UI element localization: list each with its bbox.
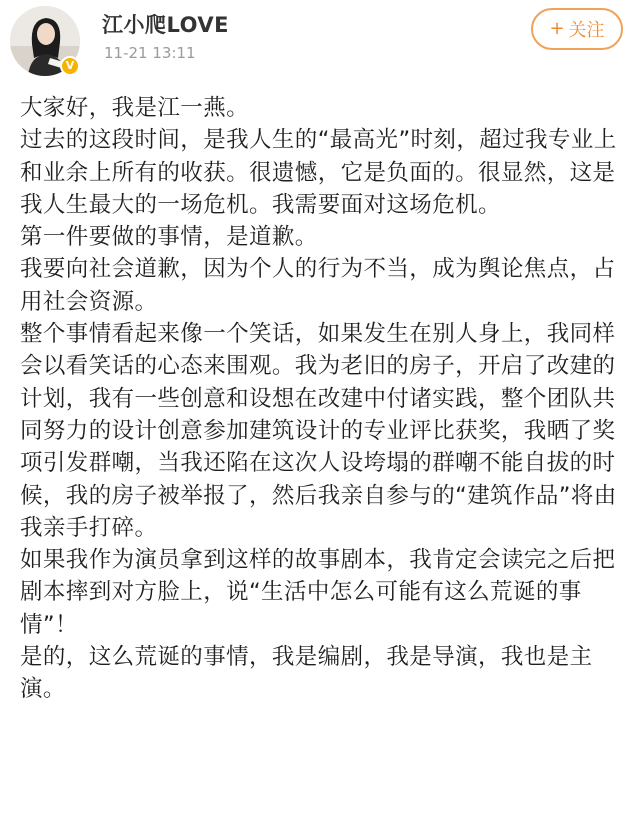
- username[interactable]: 江小爬LOVE: [102, 13, 230, 37]
- post-timestamp: 11-21 13:11: [104, 44, 196, 62]
- follow-button-label: 关注: [568, 20, 605, 41]
- post-paragraph: 是的，这么荒诞的事情，我是编剧，我是导演，我也是主演。: [20, 644, 593, 703]
- plus-icon: +: [549, 18, 565, 39]
- follow-button[interactable]: [531, 8, 623, 50]
- post-content: [20, 92, 626, 706]
- post-paragraph: 整个事情看起来像一个笑话，如果发生在别人身上，我同样会以看笑话的心态来围观。我为老旧的房子，开启了改建的计划，我有一些创意和设想在改建中付诸实践，整个团队共同努力的设计创意参加建筑设计的专业评比获奖，我晒了奖项引发群嘲，当我还陷在这次人设垮塌的群嘲不能自拔的时候，我的房子被举报了，然后我亲自参与的“建筑作品”将由我亲手打碎。: [20, 321, 617, 541]
- post-paragraph: 大家好，我是江一燕。: [20, 95, 250, 121]
- post-paragraph: 如果我作为演员拿到这样的故事剧本，我肯定会读完之后把剧本摔到对方脸上，说“生活中怎么可能有这么荒诞的事情”！: [20, 547, 616, 638]
- post-header: [0, 0, 640, 82]
- post-paragraph: 过去的这段时间，是我人生的“最高光”时刻，超过我专业上和业余上所有的收获。很遗憾，它是负面的。很显然，这是我人生最大的一场危机。我需要面对这场危机。: [20, 127, 617, 218]
- post-paragraph: 我要向社会道歉，因为个人的行为不当，成为舆论焦点，占用社会资源。: [20, 256, 616, 315]
- vip-badge-icon: V: [60, 56, 80, 76]
- post-paragraph: 第一件要做的事情，是道歉。: [20, 224, 318, 251]
